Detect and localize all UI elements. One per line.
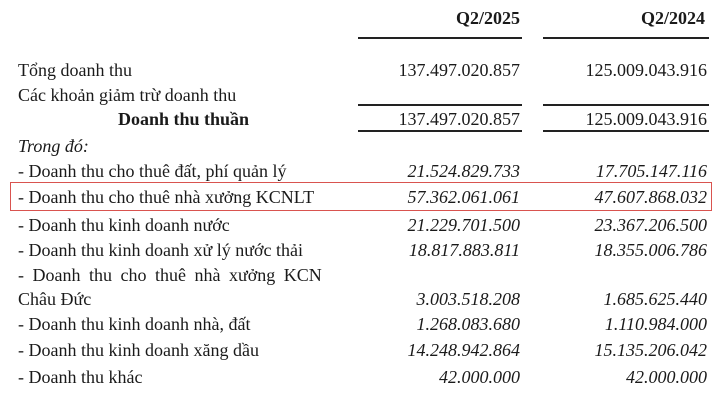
column-header-q2-2025: Q2/2025 [455,8,520,28]
row-label: Các khoản giảm trừ doanh thu [18,85,237,105]
row-value-2024: 125.009.043.916 [585,60,707,80]
row-value-2024: 18.355.006.786 [594,240,707,260]
row-value-2025: 42.000.000 [439,367,520,387]
table-row-total-revenue [0,57,727,83]
row-value-2024: 42.000.000 [626,367,707,387]
table-row-land-lease [0,158,727,184]
row-label: Trong đó: [18,136,89,156]
row-value-2025: 21.229.701.500 [407,215,520,235]
table-row-petroleum [0,337,727,363]
row-value-2025: 137.497.020.857 [398,60,520,80]
table-row-factory-lease-kcnlt [0,184,727,210]
table-row-wastewater [0,237,727,263]
row-value-2025: 21.524.829.733 [407,161,520,181]
row-value-2024: 47.607.868.032 [594,187,707,207]
row-label: - Doanh thu cho thuê nhà xưởng KCN [18,265,322,285]
row-label: - Doanh thu khác [18,367,143,387]
header-underline-col2 [543,37,709,39]
row-value-2025: 137.497.020.857 [398,109,520,129]
total-rule-col2 [543,130,709,132]
row-value-2024: 23.367.206.500 [594,215,707,235]
table-row-of-which [0,133,727,159]
table-row-real-estate [0,311,727,337]
row-label: Doanh thu thuần [118,109,250,129]
column-header-q2-2024: Q2/2024 [640,8,705,28]
row-value-2024: 15.135.206.042 [594,340,707,360]
row-value-2025: 3.003.518.208 [416,289,520,309]
row-value-2024: 125.009.043.916 [585,109,707,129]
total-rule-col1 [358,130,522,132]
row-label: - Doanh thu cho thuê đất, phí quản lý [18,161,287,181]
table-row-net-revenue [0,106,727,132]
row-label: - Doanh thu cho thuê nhà xưởng KCNLT [18,187,315,207]
row-label: - Doanh thu kinh doanh nước [18,215,230,235]
row-value-2025: 1.268.083.680 [416,314,520,334]
row-value-2024: 1.110.984.000 [604,314,707,334]
row-value-2024: 17.705.147.116 [595,161,707,181]
row-label: - Doanh thu kinh doanh xăng dầu [18,340,259,360]
row-label: - Doanh thu kinh doanh xử lý nước thải [18,240,303,260]
row-label: - Doanh thu kinh doanh nhà, đất [18,314,251,334]
table-row-water-business [0,212,727,238]
row-value-2024: 1.685.625.440 [603,289,707,309]
row-value-2025: 14.248.942.864 [407,340,520,360]
row-label: Tổng doanh thu [18,60,132,80]
table-row-factory-lease-kcn [0,262,727,288]
row-value-2025: 18.817.883.811 [408,240,520,260]
row-value-2025: 57.362.061.061 [407,187,520,207]
header-underline-col1 [358,37,522,39]
table-row-chau-duc [0,286,727,312]
table-row-other-revenue [0,364,727,390]
row-label: Châu Đức [18,289,92,309]
